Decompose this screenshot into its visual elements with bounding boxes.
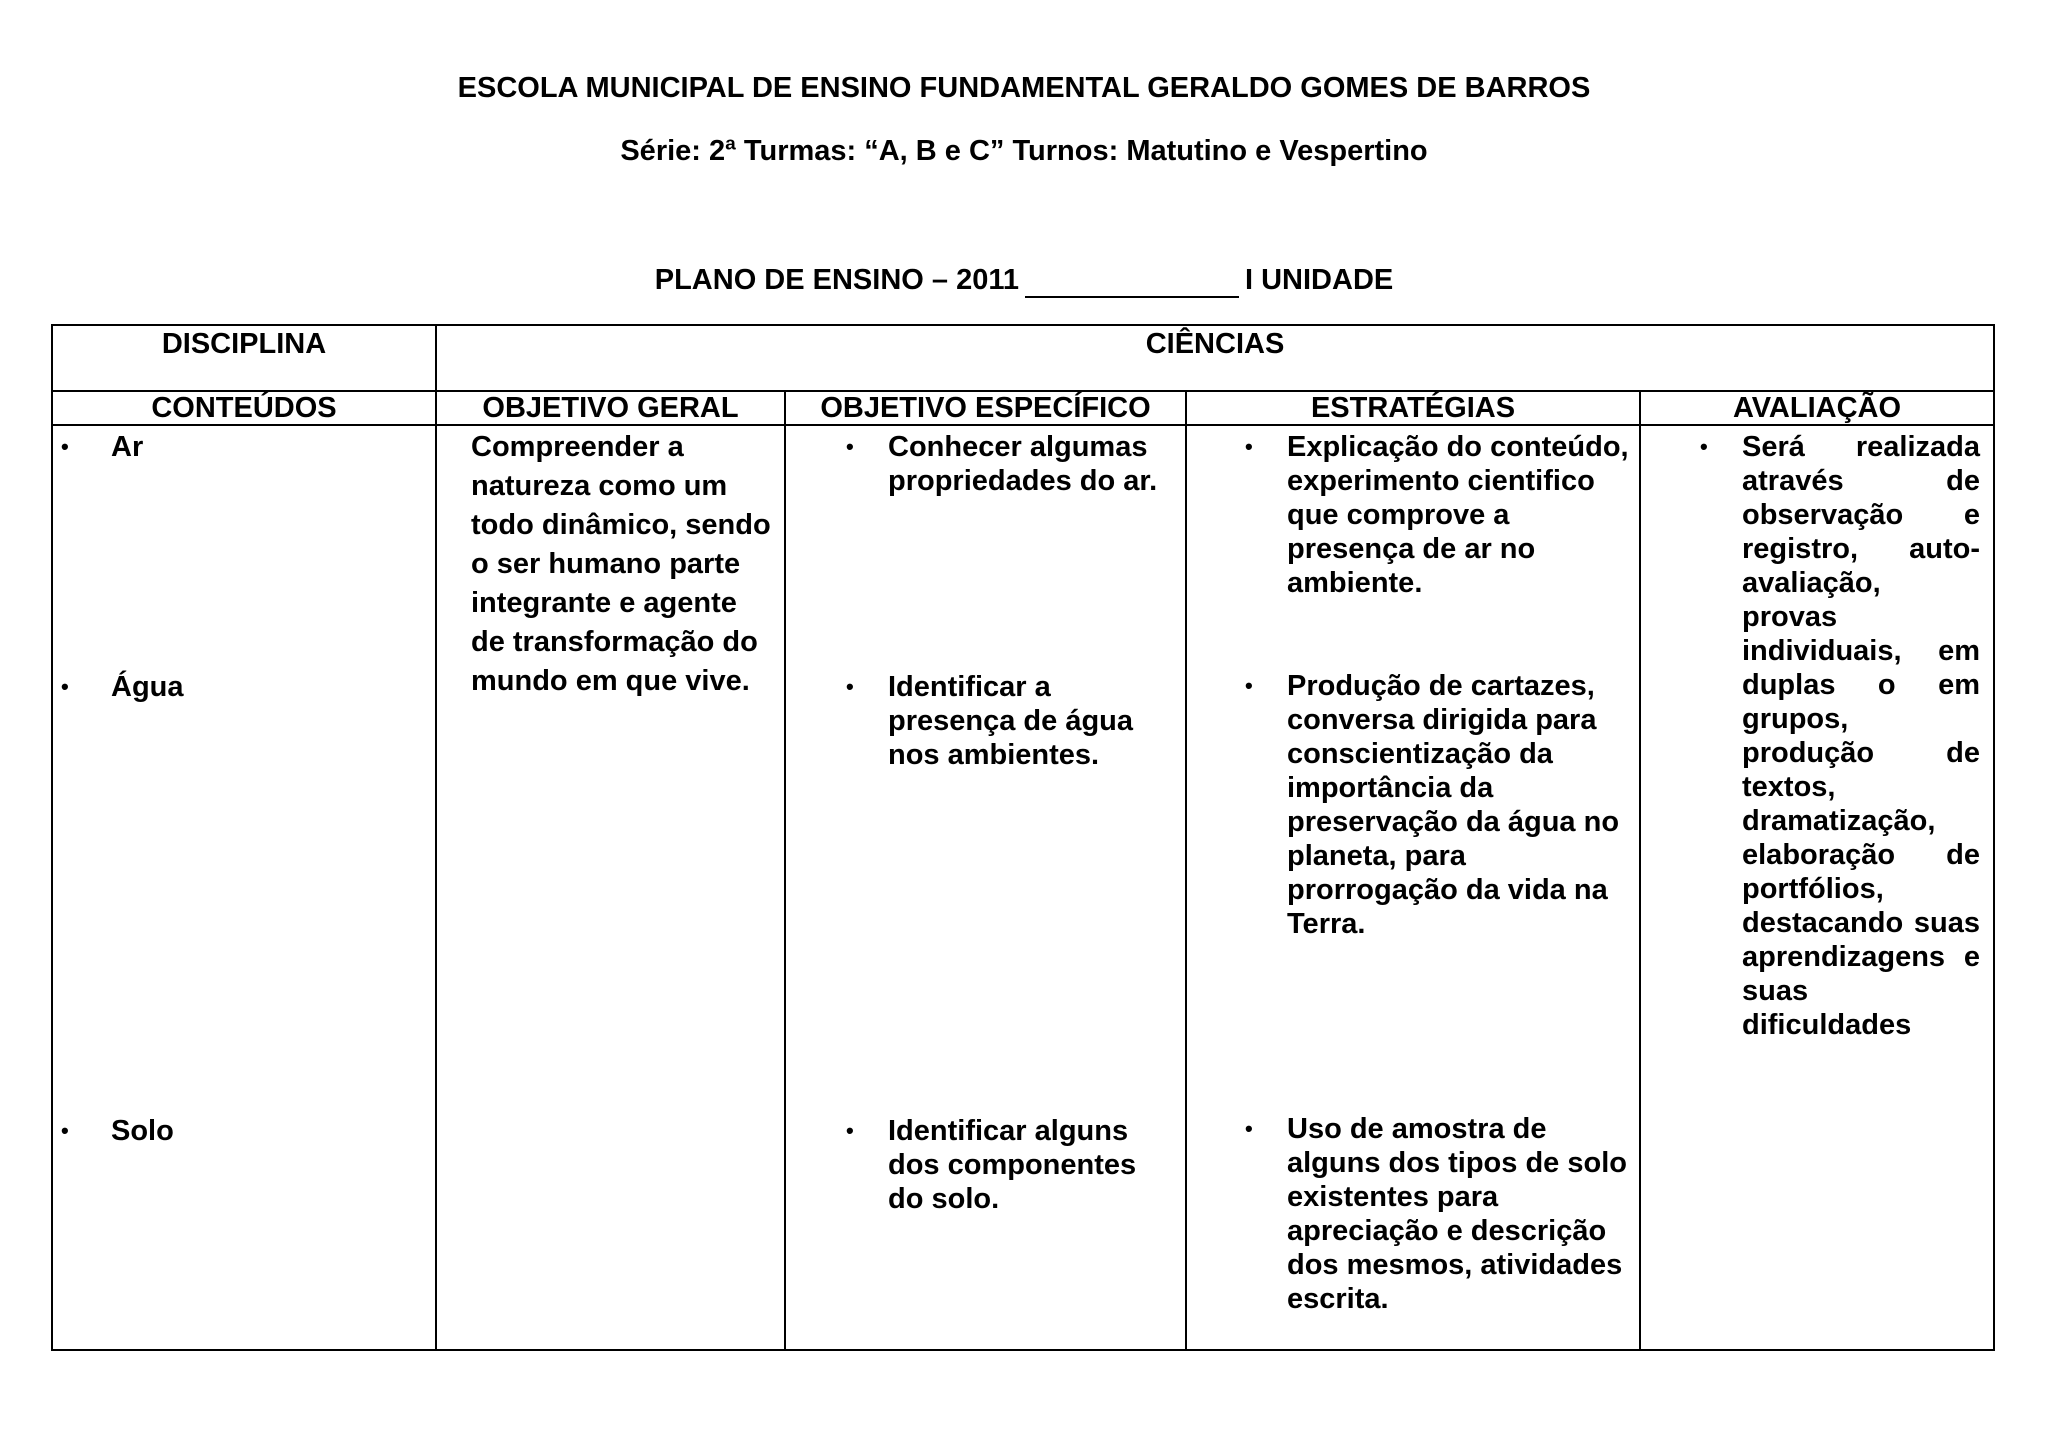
list-item: • Água (61, 671, 184, 703)
content-row (52, 425, 1994, 1350)
disciplina-label: DISCIPLINA (52, 325, 436, 391)
school-name: ESCOLA MUNICIPAL DE ENSINO FUNDAMENTAL GERALDO GOMES DE BARROS (457, 72, 1591, 104)
avaliacao-cell (1640, 425, 1994, 1350)
list-item: • Solo (61, 1115, 174, 1147)
col-header-conteudos: CONTEÚDOS (52, 391, 436, 425)
col-header-objetivo-especifico: OBJETIVO ESPECÍFICO (785, 391, 1186, 425)
plan-title-left: PLANO DE ENSINO – 2011 (654, 264, 1019, 296)
discipline-row (52, 325, 1994, 391)
conteudos-cell (52, 425, 436, 1350)
disciplina-value: CIÊNCIAS (436, 325, 1994, 391)
plan-title-right: I UNIDADE (1245, 264, 1394, 296)
estrategias-cell (1186, 425, 1640, 1350)
list-item: • Produção de cartazes, conversa dirigida para conscientização da importância da preservação da água no planeta, para prorrogação da vida na Terra. (1245, 670, 1620, 940)
list-item: • Conhecer algumas propriedades do ar. (846, 431, 1158, 497)
objetivo-geral-cell (436, 425, 785, 1350)
objetivo-especifico-cell (785, 425, 1186, 1350)
list-item: • Explicação do conteúdo, experimento cientifico que comprove a presença de ar no ambiente. (1245, 431, 1629, 599)
list-item: • Uso de amostra de alguns dos tipos de solo existentes para apreciação e descrição dos mesmos, atividades escrita. (1245, 1113, 1627, 1315)
column-header-row (52, 391, 1994, 425)
series-line: Série: 2ª Turmas: “A, B e C” Turnos: Matutino e Vespertino (620, 135, 1428, 167)
blank-line (1025, 270, 1239, 298)
list-item: • Identificar a presença de água nos ambientes. (846, 671, 1133, 771)
col-header-estrategias: ESTRATÉGIAS (1186, 391, 1640, 425)
list-item: • Ar (61, 431, 144, 463)
col-header-avaliacao: AVALIAÇÃO (1640, 391, 1994, 425)
list-item: • Será realizada através de observação e registro, auto-avaliação, provas individuais, em duplas o em grupos, produção de textos, dramatização, elaboração de portfólios, destacando suas aprendizagens e suas dificuldades (1700, 431, 1980, 1041)
objetivo-geral-text: Compreender a natureza como um todo dinâmico, sendo o ser humano parte integrante e agente de transformação do mundo em que vive. (471, 431, 771, 697)
plan-title (0, 262, 2048, 298)
col-header-objetivo-geral: OBJETIVO GERAL (436, 391, 785, 425)
plan-table (51, 324, 1995, 1351)
list-item: • Identificar alguns dos componentes do solo. (846, 1115, 1137, 1215)
